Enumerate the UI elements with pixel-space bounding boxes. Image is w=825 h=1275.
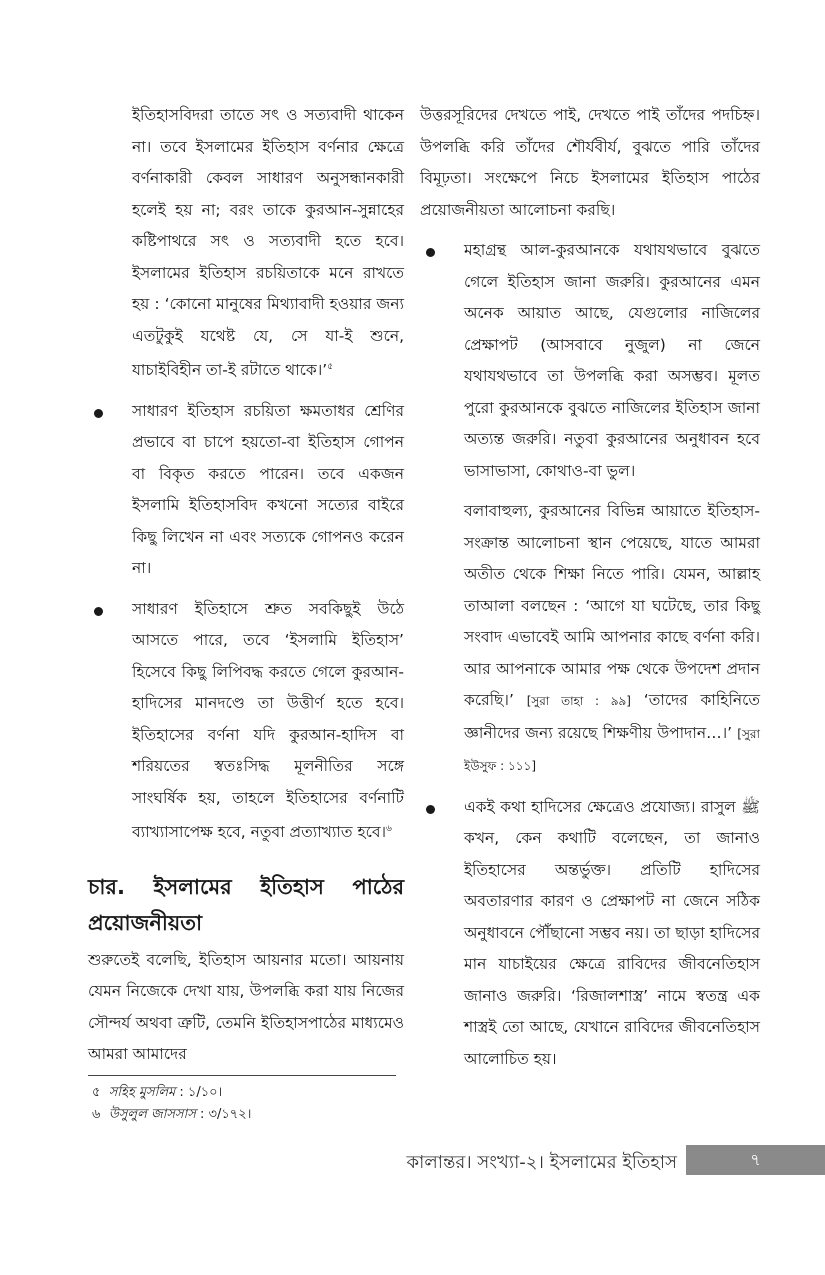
footnote-ref[interactable]: ৫ [327, 362, 334, 372]
bullet-icon [94, 409, 103, 418]
right-paragraph: উত্তরসূরিদের দেখতে পাই, দেখতে পাই তাঁদের পদচিহ্ন। উপলব্ধি করি তাঁদের শৌর্যবীর্য, বুঝতে পারি তাঁদের বিমূঢ়তা। সংক্ষেপে নিচে ইসলামের ইতিহাস পাঠের প্রয়োজনীয়তা আলোচনা করছি। [420, 106, 760, 219]
section-heading: চার. ইসলামের ইতিহাস পাঠের প্রয়োজনীয়তা [88, 874, 404, 935]
footnote-divider [88, 1075, 396, 1076]
quran-reference: [সুরা তাহা : ৯৯] [526, 694, 631, 708]
list-item: একই কথা হাদিসের ক্ষেত্রেও প্রযোজ্য। রাসুল ﷺ কখন, কেন কথাটি বলেছেন, তা জানাও ইতিহাসের অন্তর্ভুক্ত। প্রতিটি হাদিসের অবতারণার কারণ ও প্রেক্ষাপট না জেনে সঠিক অনুধাবনে পৌঁছানো সম্ভব নয়। তা ছাড়া হাদিসের মান যাচাইয়ের ক্ষেত্রে রাবিদের জীবনেতিহাস জানাও জরুরি। ‘রিজালশাস্ত্র’ নামে স্বতন্ত্র এক শাস্ত্রই তো আছে, যেখানে রাবিদের জীবনেতিহাস আলোচিত হয়। [420, 792, 760, 1076]
page-number: ৭ [686, 1145, 825, 1175]
right-column [420, 100, 760, 1075]
footnote: ৫ সহিহ মুসলিম : ১/১০। [92, 1085, 223, 1100]
footnote: ৬ উসুলুল জাসসাস : ৩/১৭২। [92, 1107, 252, 1122]
quran-quote-paragraph: বলাবাহুল্য, কুরআনের বিভিন্ন আয়াতে ইতিহাস-সংক্রান্ত আলোচনা স্থান পেয়েছে, যাতে আমরা অতীত থেকে শিক্ষা নিতে পারি। যেমন, আল্লাহ তাআলা বলছেন : ‘আগে যা ঘটেছে, তার কিছু সংবাদ এভাবেই আমি আপনার কাছে বর্ণনা করি। আর আপনাকে আমার পক্ষ থেকে উপদেশ প্রদান করেছি।’ [সুরা তাহা : ৯৯] ‘তাদের কাহিনিতে জ্ঞানীদের জন্য রয়েছে শিক্ষণীয় উপাদান…।’ [সুরা ইউসুফ : ১১১] [464, 502, 760, 773]
list-item: মহাগ্রন্থ আল-কুরআনকে যথাযথভাবে বুঝতে গেলে ইতিহাস জানা জরুরি। কুরআনের এমন অনেক আয়াত আছে, যেগুলোর নাজিলের প্রেক্ষাপট (আসবাবে নুজুল) না জেনে যথাযথভাবে তা উপলব্ধি করা অসম্ভব। মূলত পুরো কুরআনকে বুঝতে নাজিলের ইতিহাস জানা অত্যন্ত জরুরি। নতুবা কুরআনের অনুধাবন হবে ভাসাভাসা, কোথাও-বা ভুল। [420, 235, 760, 487]
list-item: সাধারণ ইতিহাস রচয়িতা ক্ষমতাধর শ্রেণির প্রভাবে বা চাপে হয়তো-বা ইতিহাস গোপন বা বিকৃত করতে পারেন। তবে একজন ইসলামি ইতিহাসবিদ কখনো সত্যের বাইরে কিছু লিখেন না এবং সত্যকে গোপনও করেন না। [88, 396, 404, 585]
left-paragraph-continuation: ইতিহাসবিদরা তাতে সৎ ও সত্যবাদী থাকেন না। তবে ইসলামের ইতিহাস বর্ণনার ক্ষেত্রে বর্ণনাকারী কেবল সাধারণ অনুসন্ধানকারী হলেই হয় না; বরং তাকে কুরআন-সুন্নাহের কষ্টিপাথরে সৎ ও সত্যবাদী হতে হবে। ইসলামের ইতিহাস রচয়িতাকে মনে রাখতে হয় : ‘কোনো মানুষের মিথ্যাবাদী হওয়ার জন্য এতটুকুই যথেষ্ট যে, সে যা-ই শুনে, যাচাইবিহীন তা-ই রটাতে থাকে।’$^৫$ [132, 106, 404, 380]
left-column [88, 100, 404, 1071]
bullet-icon [94, 607, 103, 616]
list-item: সাধারণ ইতিহাসে শ্রুত সবকিছুই উঠে আসতে পারে, তবে ‘ইসলামি ইতিহাস’ হিসেবে কিছু লিপিবদ্ধ করতে গেলে কুরআন-হাদিসের মানদণ্ডে তা উত্তীর্ণ হতে হবে। ইতিহাসের বর্ণনা যদি কুরআন-হাদিস বা শরিয়তের স্বতঃসিদ্ধ মূলনীতির সঙ্গে সাংঘর্ষিক হয়, তাহলে ইতিহাসের বর্ণনাটি ব্যাখ্যাসাপেক্ষ হবে, নতুবা প্রত্যাখ্যাত হবে।$^৬$ [88, 594, 404, 849]
bullet-icon [426, 805, 435, 814]
quran-reference: [সুরা ইউসুফ : ১১১] [464, 726, 760, 773]
running-title: কালান্তর। সংখ্যা-২। ইসলামের ইতিহাস [406, 1152, 677, 1173]
bullet-icon [426, 248, 435, 257]
section-paragraph: শুরুতেই বলেছি, ইতিহাস আয়নার মতো। আয়নায় যেমন নিজেকে দেখা যায়, উপলব্ধি করা যায় নিজের সৌন্দর্য অথবা ত্রুটি, তেমনি ইতিহাসপাঠের মাধ্যমেও আমরা আমাদের [88, 950, 404, 1064]
footnote-ref[interactable]: ৬ [386, 824, 392, 835]
